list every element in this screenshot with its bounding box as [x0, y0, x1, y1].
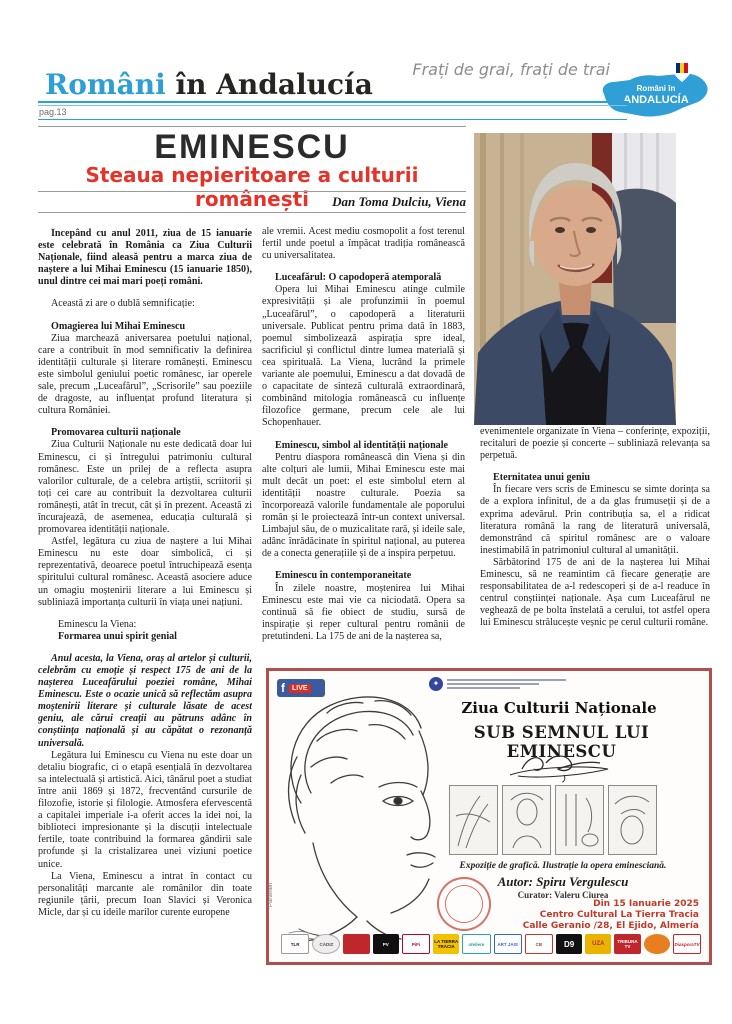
heading-omagierea: Omagierea lui Mihai Eminescu — [51, 320, 186, 332]
logo-text-bottom: ANDALUCÍA — [623, 94, 689, 106]
partner-logo: LA TIERRA TRACIA — [433, 934, 459, 954]
facebook-icon: f — [281, 681, 285, 695]
article-rule-byline — [38, 212, 466, 213]
heading-contemporaneitate: Eminescu în contemporaneitate — [275, 570, 412, 582]
partner-logo — [343, 934, 369, 954]
illustration-thumb-3 — [555, 785, 604, 855]
partner-logo: UZA — [585, 934, 611, 954]
logo-text-top: Români în — [636, 84, 676, 93]
masthead-rule-top — [38, 101, 627, 103]
paragraph-viena-1: Legătura lui Eminescu cu Viena nu este doar un detaliu biografic, ci o etapă esențială în dezvoltarea sa intelectuală și artistică. Aici, tânărul poet a studiat între anii 1869 și 1872, frecventând cursurile de filozofie, istorie și filologie. Atmosfera efervescentă a capitalei imperiale i-a oferit acces la idei noi, la biblioteci impresionante și la discuții intelectuale fertile, toate contribuind la formarea gândirii sale profunde și la cristalizarea unei viziuni poetice unice. — [38, 749, 252, 870]
poster-curator: Curator: Valeru Ciurea — [517, 890, 609, 900]
illustration-thumbnails — [449, 785, 657, 855]
paragraph-promovarea-2: Astfel, legătura cu ziua de naștere a lui Mihai Eminescu nu este doar simbolică, ci și reprezentativă, deoarece poetul întruchipează esența spiritului cultural românesc. Această asociere aduce un omagiu moștenirii literare a lui Eminescu și subliniază importanța culturii în viața unei națiuni. — [38, 536, 252, 608]
partner-logo: PiFi — [402, 934, 430, 954]
article-title: EMINESCU — [154, 128, 350, 166]
partner-logo — [644, 934, 670, 954]
article-rule-mid — [38, 191, 466, 192]
tagline: Frați de grai, frați de trai — [412, 60, 610, 79]
article-subtitle: Steaua nepieritoare a culturii românești — [85, 163, 419, 211]
heading-luceafarul: Luceafărul: O capodoperă atemporală — [275, 272, 442, 284]
partner-logo: D9 — [556, 934, 582, 954]
masthead-brand-blue: Români — [45, 68, 166, 101]
andalucia-map-logo — [596, 58, 712, 126]
partner-logo: DiasporaTV — [673, 934, 701, 954]
event-venue: Centro Cultural La Tierra Tracia — [539, 910, 699, 920]
paragraph-omagierea: Ziua marchează aniversarea poetului național, care a contribuit în mod semnificativ la definirea identității culturale și literare românești. Eminescu este simbolul geniului poetic românesc, iar operele sale, precum „Luceafărul”, „Scrisorile” sau poeziile de dragoste, au influențat profund literatura și cultura României. — [38, 332, 252, 417]
partner-logo: TLR — [281, 934, 309, 954]
masthead-rule-bottom — [38, 119, 627, 120]
article-byline: Dan Toma Dulciu, Viena — [332, 194, 466, 209]
paragraph-note: Această zi are o dublă semnificație: — [51, 298, 195, 310]
poster-event-info — [479, 899, 699, 932]
column-left — [38, 228, 252, 970]
illustration-thumb-2 — [502, 785, 551, 855]
heading-promovarea: Promovarea culturii naționale — [51, 427, 181, 439]
paragraph-promovarea-1: Ziua Culturii Naționale nu este dedicată doar lui Eminescu, ci și întregului patrimoniu cultural românesc. Este un prilej de a reflecta asupra valorilor culturale, de a celebra artiștii, scriitorii și toți cei care au contribuit la dezvoltarea culturii românești, atât în trecut, cât și în prezent. Această zi încurajează, de asemenea, educația culturală și promovarea identității naționale. — [38, 439, 252, 536]
heading-viena — [38, 619, 252, 643]
partner-logo: CÁDIZ — [312, 934, 340, 954]
masthead-title — [45, 68, 373, 101]
poster-author: Autor: Spiru Vergulescu — [497, 874, 629, 889]
heading-viena-line1: Eminescu la Viena: — [58, 618, 137, 630]
column-middle — [262, 226, 465, 662]
partner-logo: ateliere — [462, 934, 490, 954]
illustration-thumb-4 — [608, 785, 657, 855]
partner-logo: TRIBUNA TV — [614, 934, 640, 954]
paragraph-contemporaneitate: În zilele noastre, moștenirea lui Mihai Eminescu este mai vie ca niciodată. Opera sa continuă să fie obiect de studiu, sursă de inspirație și reper cultural pentru românii de pretutindeni. La 175 de ani de la nașterea sa, — [262, 582, 465, 642]
paragraph-continuation-2: evenimentele organizate în Viena – conferințe, expoziții, recitaluri de poezie și concerte – subliniază relevanța sa perpetuă. — [480, 426, 710, 462]
poster-caption: Expoziție de grafică. Ilustrație la opera eminesciană. — [459, 861, 667, 871]
paragraph-viena-2: La Viena, Eminescu a intrat în contact cu personalități marcante ale românilor din toate regiunile țării, precum Ioan Slavici și Veronica Micle, dar și cu ideile marilor curente europene — [38, 870, 252, 918]
paragraph-eternitatea-1: În fiecare vers scris de Eminescu se simte dorința sa de a explora infinitul, de a da glas frumuseții și de a exprima adevărul. Prin contribuția sa, el a ridicat literatura română la rang de literatură universală, demonstrând că spiritul românesc are o valoare inestimabilă în patrimoniul cultural al umanității. — [480, 484, 710, 556]
paragraph-viena-lead: Anul acesta, la Viena, oraș al artelor și culturii, celebrăm cu emoție și respect 175 de ani de la nașterea Luceafărului poeziei române, Mihai Eminescu. Este o ocazie unică să reflectăm asupra moștenirii literare și culturale lăsate de acest geniu, ale cărui creații au pătruns adânc în conștiința națională și au căpătat o rezonanță universală. — [38, 652, 252, 749]
masthead-rule-thin — [38, 105, 627, 106]
event-date: Din 15 Ianuarie 2025 — [593, 899, 699, 909]
event-address: Calle Geranio /28, El Ejido, Almería — [522, 921, 699, 931]
paragraph-eternitatea-2: Sărbătorind 175 de ani de la nașterea lui Mihai Eminescu, să ne reamintim că fiecare generație are responsabilitatea de a-l redescoperi și de a-l readuce în centrul conștiinței naționale. Așa cum Luceafărul ne veghează de pe bolta înstelată a cerului, tot astfel opera lui Eminescu strălucește veșnic pe cerul culturii române. — [480, 556, 710, 629]
author-portrait-photo — [474, 133, 676, 425]
poster-title: SUB SEMNUL LUI EMINESCU — [473, 723, 650, 761]
heading-simbol: Eminescu, simbol al identității naționale — [275, 439, 449, 451]
paragraph-intro: Începând cu anul 2011, ziua de 15 ianuarie este celebrată în România ca Ziua Culturii Naționale, fiind aleasă pentru a marca ziua de naștere a lui Mihai Eminescu (15 ianuarie 1850), unul dintre cei mai mari poeți români. — [38, 228, 252, 288]
event-poster — [266, 668, 712, 965]
partner-logo: PV — [373, 934, 399, 954]
partner-logo: ART JAIS — [494, 934, 522, 954]
heading-viena-line2: Formarea unui spirit genial — [58, 630, 177, 642]
masthead-brand-dark: în Andalucía — [165, 68, 373, 101]
poster-header: Ziua Culturii Naționale — [461, 699, 657, 717]
paragraph-simbol: Pentru diaspora românească din Viena și din alte colțuri ale lumii, Mihai Eminescu este mai mult decât un poet: el este simbolul etern al identității noastre culturale. Poezia sa încorporează valorile fundamentale ale poporului român și le proiectează într-un context universal. Limbajul său, de o muzicalitate rară, și ideile sale, adânc înrădăcinate în spiritul național, au puterea de a conecta generațiile și de a inspira perpetuu. — [262, 451, 465, 560]
page-number: pag.13 — [39, 107, 67, 117]
partner-logos-strip — [281, 931, 701, 957]
heading-eternitatea: Eternitatea unui geniu — [493, 472, 591, 484]
background-person — [612, 189, 676, 323]
column-right — [480, 426, 710, 658]
article-rule-top — [38, 126, 466, 127]
paragraph-continuation-1: ale vremii. Acest mediu cosmopolit a fost terenul fertil unde poetul a împăcat tradiția românească cu universalitatea. — [262, 226, 465, 262]
emblem-icon: ✦ — [429, 677, 443, 691]
partners-label: Parteneri — [268, 882, 274, 907]
illustration-thumb-1 — [449, 785, 498, 855]
live-label: LIVE — [289, 684, 311, 693]
partner-logo: CB — [525, 934, 553, 954]
paragraph-luceafarul: Opera lui Mihai Eminescu atinge culmile expresivității și ale profunzimii în poemul „Luceafărul”, o capodoperă a literaturii universale. Publicat pentru prima dată în 1883, poemul simbolizează aspirația spre ideal, sacrificiul și conflictul dintre lumea materială și cea spirituală. La Viena, lucrând la primele variante ale poemului, Eminescu a dat dovadă de o capacitate de sinteză culturală extraordinară, combinând mitologia românească cu influențe filozofice germane, precum cele ale lui Schopenhauer. — [262, 284, 465, 429]
eminescu-signature — [504, 749, 624, 788]
